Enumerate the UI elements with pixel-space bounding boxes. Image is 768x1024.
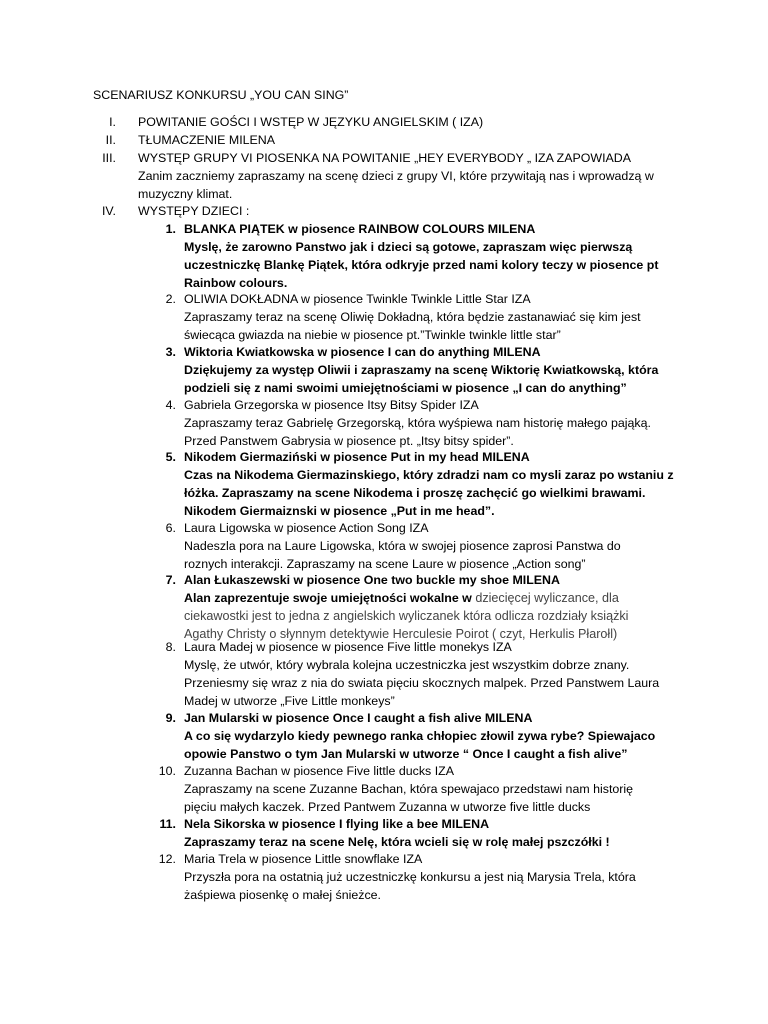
performance-line: Zapraszamy na scene Zuzanne Bachan, która spewajaco przedstawi nam historię <box>184 782 634 796</box>
performance-number: 11. <box>159 817 176 831</box>
performance-line: uczestniczkę Blankę Piątek, która odkryje przed nami kolory teczy w piosence pt <box>184 258 659 272</box>
section-numeral: IV. <box>101 204 116 218</box>
performance-number: 3. <box>165 345 176 359</box>
section-numeral: II. <box>105 133 116 147</box>
performance-line: Przeniesmy się wraz z nia do swiata pięciu skocznych malpek. Przed Panstwem Laura <box>184 676 660 690</box>
section-line: POWITANIE GOŚCI I WSTĘP W JĘZYKU ANGIELSKIM ( IZA) <box>138 115 484 129</box>
performance-line: podzieli się z nami swoimi umiejętnościami w piosence „I can do anything” <box>184 381 627 395</box>
section-numeral: III. <box>102 151 116 165</box>
performance-number: 2. <box>165 292 176 306</box>
performance-line: pięciu małych kaczek. Przed Pantwem Zuzanna w utworze five little ducks <box>184 800 591 814</box>
performance-heading: Gabriela Grzegorska w piosence Itsy Bitsy Spider IZA <box>184 398 479 412</box>
performance-line: Rainbow colours. <box>184 276 288 290</box>
performance-heading: BLANKA PIĄTEK w piosence RAINBOW COLOURS MILENA <box>184 222 536 236</box>
performance-line: Przed Panstwem Gabrysia w piosence pt. „Itsy bitsy spider”. <box>184 434 514 448</box>
performance-number: 8. <box>165 640 176 654</box>
performance-heading: Jan Mularski w piosence Once I caught a fish alive MILENA <box>184 711 533 725</box>
performance-heading: Zuzanna Bachan w piosence Five little ducks IZA <box>184 764 454 778</box>
performance-line: Czas na Nikodema Giermazinskiego, który zdradzi nam co mysli zaraz po wstaniu z <box>184 468 674 482</box>
section-line: muzyczny klimat. <box>138 187 233 201</box>
document-title: SCENARIUSZ KONKURSU „YOU CAN SING” <box>93 88 349 102</box>
performance-number: 4. <box>165 398 176 412</box>
performance-line: Zapraszamy teraz na scene Nelę, która wcieli się w rolę małej pszczółki ! <box>184 835 610 849</box>
section-line: Zanim zaczniemy zapraszamy na scenę dzieci z grupy VI, które przywitają nas i wprowadzą w <box>138 169 654 183</box>
performance-line: Zapraszamy teraz na scenę Oliwię Dokładną, która będzie zastanawiać się kim jest <box>184 310 641 324</box>
performance-heading: Laura Madej w piosence w piosence Five little monekys IZA <box>184 640 512 654</box>
performance-line: łóżka. Zapraszamy na scene Nikodema i proszę zachęcić go wielkimi brawami. <box>184 486 646 500</box>
performance-line: Madej w utworze „Five Little monkeys” <box>184 694 395 708</box>
performance-line: świecąca gwiazda na niebie w piosence pt.”Twinkle twinkle little star” <box>184 328 561 342</box>
performance-number: 9. <box>165 711 176 725</box>
section-numeral: I. <box>109 115 116 129</box>
performance-line: roznych interakcji. Zapraszamy na scene Laure w piosence „Action song” <box>184 557 586 571</box>
section-line: TŁUMACZENIE MILENA <box>138 133 276 147</box>
performance-heading: Nela Sikorska w piosence I flying like a bee MILENA <box>184 817 490 831</box>
performance-line-bold-part: Alan zaprezentuje swoje umiejętności wokalne w <box>184 591 472 605</box>
performance-number: 5. <box>165 450 176 464</box>
performance-number: 12. <box>158 852 176 866</box>
performance-heading: Nikodem Giermaziński w piosence Put in my head MILENA <box>184 450 530 464</box>
performance-number: 7. <box>165 573 176 587</box>
performance-line: żaśpiewa piosenkę o małej śnieżce. <box>184 888 381 902</box>
section-line: WYSTĘPY DZIECI : <box>138 204 250 218</box>
performance-line: Przyszła pora na ostatnią już uczestniczkę konkursu a jest nią Marysia Trela, która <box>184 870 636 884</box>
performance-line: A co się wydarzylo kiedy pewnego ranka chłopiec złowil zywa rybe? Spiewajaco <box>184 729 656 743</box>
performance-heading: Wiktoria Kwiatkowska w piosence I can do anything MILENA <box>184 345 541 359</box>
performance-heading: Laura Ligowska w piosence Action Song IZA <box>184 521 429 535</box>
performance-line-mixed <box>184 589 674 607</box>
performance-number: 6. <box>165 521 176 535</box>
performance-line: Myslę, że zarowno Panstwo jak i dzieci są gotowe, zapraszam więc pierwszą <box>184 240 633 254</box>
performance-number: 1. <box>165 222 176 236</box>
performance-heading: Alan Łukaszewski w piosence One two buckle my shoe MILENA <box>184 573 560 587</box>
performance-line-plain-part: dziecięcej wyliczance, dla <box>471 591 619 605</box>
performance-line: Zapraszamy teraz Gabrielę Grzegorską, która wyśpiewa nam historię małego pająką. <box>184 416 651 430</box>
performance-line: Agathy Christy o słynnym detektywie Herculesie Poirot ( czyt, Herkulis Płarołl) <box>184 627 618 641</box>
performance-line: Myslę, że utwór, który wybrala kolejna uczestniczka jest wszystkim dobrze znany. <box>184 658 630 672</box>
section-line: WYSTĘP GRUPY VI PIOSENKA NA POWITANIE „HEY EVERYBODY „ IZA ZAPOWIADA <box>138 151 631 165</box>
performance-heading: Maria Trela w piosence Little snowflake IZA <box>184 852 423 866</box>
performance-heading: OLIWIA DOKŁADNA w piosence Twinkle Twinkle Little Star IZA <box>184 292 531 306</box>
performance-line: Nikodem Giermaiznski w piosence „Put in me head”. <box>184 504 495 518</box>
performance-number: 10. <box>158 764 176 778</box>
performance-line: ciekawostki jest to jedna z angielskich wyliczanek która odlicza rozdziały książki <box>184 609 629 623</box>
performance-line: Nadeszla pora na Laure Ligowska, która w swojej piosence zaprosi Panstwa do <box>184 539 621 553</box>
performance-line: Dziękujemy za występ Oliwii i zapraszamy na scenę Wiktorię Kwiatkowską, która <box>184 363 659 377</box>
performance-line: opowie Panstwo o tym Jan Mularski w utworze “ Once I caught a fish alive” <box>184 747 628 761</box>
